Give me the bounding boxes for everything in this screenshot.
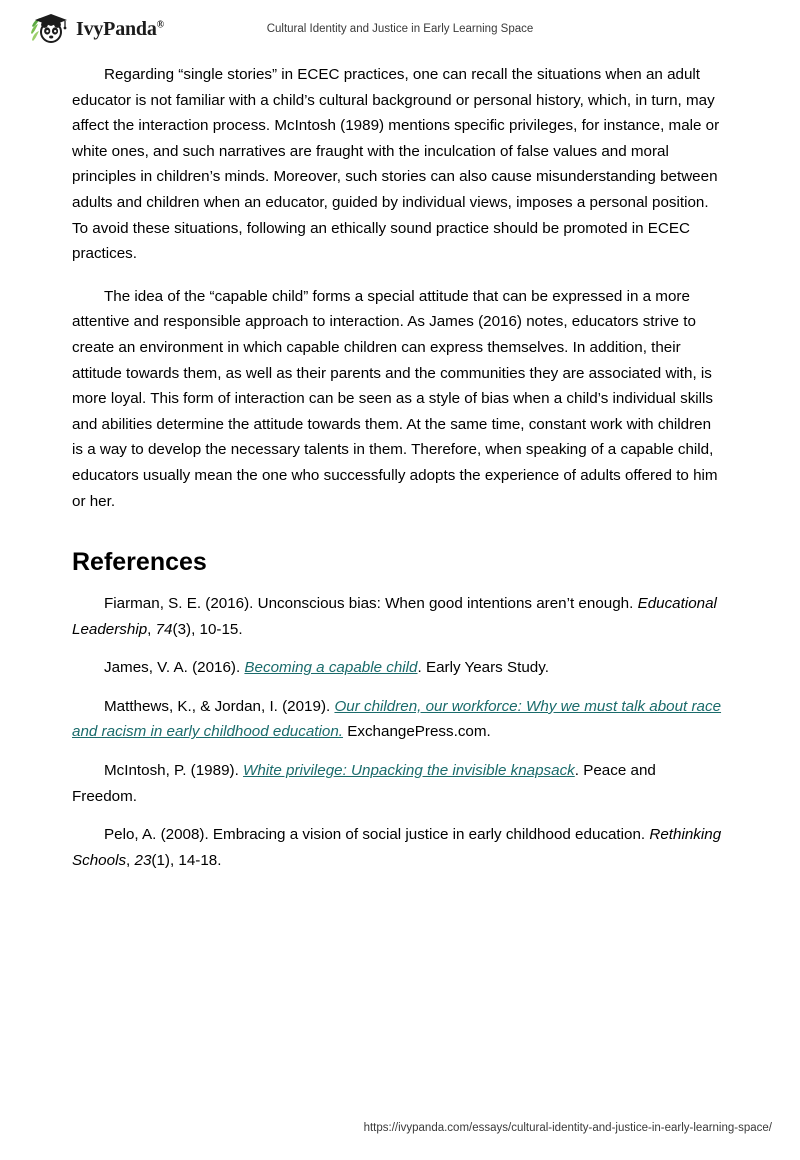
brand-name-text: IvyPanda — [76, 17, 157, 40]
reference-entry — [72, 591, 724, 642]
reference-text: James, V. A. (2016). — [104, 659, 245, 677]
reference-italic: Rethinking Schools — [72, 826, 722, 869]
body-paragraph: Regarding “single stories” in ECEC practices, one can recall the situations when an adult educator is not familiar with a child’s cultural background or personal history, which, in turn, may affect the interaction process. McIntosh (1989) mentions specific privileges, for instance, male or white ones, and such narratives are fraught with the inculcation of false values and moral principles in children’s minds. Moreover, such stories can also cause misunderstanding between adults and children when an educator, guided by individual views, imposes a personal position. To avoid these situations, following an ethically sound practice should be promoted in ECEC practices. — [72, 66, 720, 263]
reference-italic: Educational Leadership — [72, 595, 717, 638]
reference-entry — [72, 655, 724, 681]
reference-text: (3), 10-15. — [172, 620, 243, 638]
reference-text: Pelo, A. (2008). Embracing a vision of social justice in early childhood education. — [104, 826, 650, 844]
reference-entry — [72, 694, 724, 745]
document-header-title: Cultural Identity and Justice in Early Learning Space — [266, 23, 534, 35]
reference-text: , — [147, 620, 156, 638]
reference-text: Matthews, K., & Jordan, I. (2019). — [104, 697, 335, 715]
reference-link[interactable]: Becoming a capable child — [244, 659, 418, 677]
graduation-cap-panda-logo-icon — [28, 12, 68, 46]
body-paragraph: The idea of the “capable child” forms a special attitude that can be expressed in a more attentive and responsible approach to interaction. As James (2016) notes, educators strive to create an environment in which capable children can express themselves. In addition, their attitude towards them, as well as their parents and the communities they are associated with, is more loyal. This form of interaction can be seen as a style of bias when a child’s individual skills and abilities determine the attitude towards them. At the same time, constant work with children is a way to develop the necessary talents in them. Therefore, when speaking of a capable child, educators usually mean the one who successfully adopts the experience of adults offered to him or her. — [72, 287, 718, 510]
reference-volume: 23 — [134, 851, 152, 869]
reference-entry — [72, 822, 724, 873]
reference-text: (1), 14-18. — [151, 851, 222, 869]
reference-text: . Peace and Freedom. — [72, 762, 656, 805]
source-url-link[interactable]: https://ivypanda.com/essays/cultural-identity-and-justice-in-early-learning-space/ — [363, 1122, 772, 1134]
reference-text: . Early Years Study. — [417, 659, 549, 677]
document-content — [72, 62, 724, 886]
reference-text: Fiarman, S. E. (2016). Unconscious bias: When good intentions aren’t enough. — [104, 595, 638, 613]
reference-entry — [72, 758, 724, 809]
reference-text: McIntosh, P. (1989). — [104, 762, 244, 780]
reference-text: , — [126, 851, 135, 869]
reference-text: ExchangePress.com. — [343, 723, 491, 741]
brand-registered-mark: ® — [156, 18, 164, 30]
reference-link[interactable]: White privilege: Unpacking the invisible knapsack — [243, 762, 575, 780]
reference-link[interactable]: Our children, our workforce: Why we must talk about race and racism in early childhood education. — [72, 697, 722, 741]
reference-volume: 74 — [155, 620, 173, 638]
brand-logo-link[interactable] — [28, 12, 164, 46]
brand-name — [76, 18, 164, 41]
page-footer — [0, 1118, 800, 1136]
references-heading: References — [72, 548, 207, 577]
page-header — [0, 0, 800, 58]
